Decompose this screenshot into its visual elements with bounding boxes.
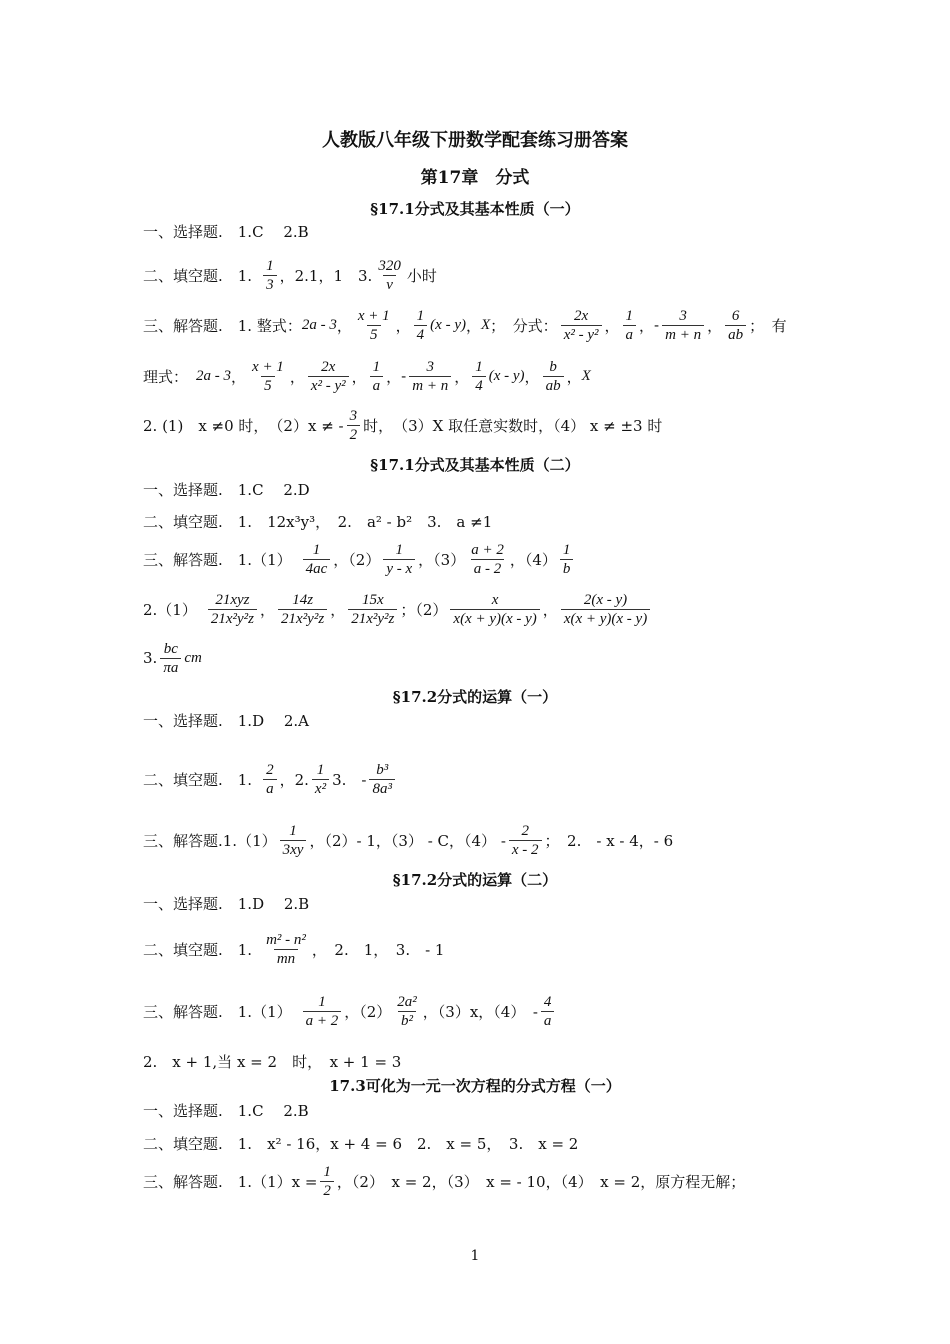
section-heading: §17.2分式的运算（二） [392, 871, 558, 889]
denominator: ab [543, 376, 564, 395]
fraction [468, 541, 507, 578]
fraction [472, 358, 486, 395]
answer-line: 二、填空题. 1. 12x³y³， 2. a² - b² 3. a ≠1 [143, 512, 493, 531]
denominator: x(x + y)(x - y) [450, 609, 539, 628]
section-heading: §17.1分式及其基本性质（二） [370, 456, 580, 474]
fraction [320, 1163, 334, 1200]
expression: 2a - 3 [196, 367, 232, 384]
answer-line [143, 640, 202, 676]
denominator: 4ac [303, 559, 331, 578]
denominator: 8a³ [369, 779, 395, 798]
numerator: 1 [318, 993, 326, 1010]
fraction [394, 993, 420, 1030]
text: ；（2） [400, 600, 448, 619]
denominator: 21x²y²z [278, 609, 327, 628]
answer-line [143, 761, 398, 797]
answer-line: 一、选择题. 1.C 2.B [143, 1101, 309, 1120]
numerator: 3 [679, 307, 687, 324]
numerator: 1 [323, 1163, 331, 1180]
denominator: m + n [662, 325, 704, 344]
answer-line [143, 541, 576, 577]
fraction [208, 591, 257, 628]
denominator: x² - y² [308, 376, 349, 395]
fraction [509, 822, 542, 859]
fraction [541, 993, 555, 1030]
fraction [561, 591, 650, 628]
label: 三、解答题. 1.（1） [143, 550, 292, 569]
denominator: a [263, 779, 277, 798]
numerator: x + 1 [252, 358, 284, 375]
expression: 2a - 3 [301, 316, 337, 333]
numerator: 2(x - y) [583, 591, 628, 608]
numerator: 3 [349, 407, 358, 424]
text: ，（2） x = 2，（3） x = - 10，（4） x = 2，原方程无解； [336, 1172, 746, 1191]
label: ； 分式： [490, 316, 558, 335]
text: - [401, 367, 407, 385]
numerator: 1 [372, 358, 381, 375]
numerator: 1 [475, 358, 483, 375]
numerator: 1 [266, 257, 274, 274]
fraction [450, 591, 539, 628]
answer-line: 一、选择题. 1.D 2.A [143, 711, 310, 730]
denominator: 2 [320, 1181, 334, 1200]
text: - [654, 316, 660, 334]
denominator: b [560, 559, 574, 578]
numerator: 2a² [397, 993, 417, 1010]
fraction [355, 307, 393, 344]
text: ，（3） [418, 550, 466, 569]
denominator: y - x [383, 559, 415, 578]
fraction [160, 640, 181, 677]
text: ，（2） [344, 1002, 392, 1021]
expression: (x - y) [430, 316, 466, 333]
fraction [249, 358, 287, 395]
fraction [263, 761, 277, 798]
label: 2.（1） [143, 600, 197, 619]
label: 二、填空题. 1. [143, 266, 253, 285]
denominator: 5 [261, 376, 275, 395]
denominator: πa [160, 658, 181, 677]
text: ，（2）- 1，（3） - C，（4） - [309, 831, 506, 850]
text: ，（3）x，（4） - [422, 1002, 538, 1021]
text: ，2. [279, 770, 309, 789]
section-heading: 17.3可化为一元一次方程的分式方程（一） [329, 1077, 621, 1095]
text: 3. - [332, 770, 367, 789]
fraction [560, 541, 574, 578]
denominator: 3xy [280, 840, 307, 859]
expression: (x - y) [488, 367, 525, 384]
document-title: 人教版八年级下册数学配套练习册答案 [322, 130, 628, 151]
numerator: 2 [521, 822, 529, 839]
denominator: 2 [347, 425, 361, 444]
denominator: x(x + y)(x - y) [561, 609, 650, 628]
numerator: 14z [292, 591, 314, 608]
fraction [414, 307, 428, 344]
numerator: 1 [562, 541, 571, 558]
denominator: 4 [414, 325, 428, 344]
fraction [561, 307, 602, 344]
label: 3. [143, 649, 158, 667]
answer-line [143, 993, 557, 1029]
fraction [347, 407, 361, 444]
answer-line: 理式： 2a - 3 ， $\frac{x + 1}{5}$ ， $\frac{2x}{\text{x² - y²}}$ ， $\frac{1}{a}$ ， - $\frac{3}{m + n}$ ， $\frac{1}{4}$ (x - y) ， $\frac{b}{ab}$ ， X [143, 358, 591, 394]
numerator: x + 1 [357, 307, 390, 324]
denominator: a + 2 [303, 1011, 342, 1030]
denominator: x² - y² [561, 325, 602, 344]
denominator: a [370, 376, 384, 395]
label: 三、解答题. 1.（1）x = [143, 1172, 318, 1191]
page-number: 1 [470, 1248, 480, 1264]
numerator: 2 [266, 761, 274, 778]
unit: cm [184, 649, 202, 666]
section-heading: §17.2分式的运算（一） [392, 688, 558, 706]
denominator: 3 [263, 275, 277, 294]
answer-line [143, 1163, 746, 1199]
denominator: ab [725, 325, 746, 344]
text: ，2.1，1 3. [279, 266, 373, 285]
answer-line: 一、选择题. 1.C 2.D [143, 480, 310, 499]
text: 时， （3）X 取任意实数时，（4） x ≠ ±3 时 [363, 416, 663, 435]
answer-line: 一、选择题. 1.D 2.B [143, 894, 310, 913]
text: 小时 [406, 266, 437, 285]
answer-line: 一、选择题. 1.C 2.B [143, 222, 309, 241]
numerator: m² - n² [266, 931, 306, 948]
answer-line [143, 931, 445, 967]
expression: X [481, 316, 491, 333]
numerator: bc [163, 640, 178, 657]
fraction [383, 541, 415, 578]
text: ， 2. 1， 3. - 1 [311, 940, 445, 959]
fraction [662, 307, 704, 344]
numerator: b³ [376, 761, 389, 778]
numerator: 320 [378, 257, 401, 274]
fraction [263, 931, 309, 968]
fraction [280, 822, 307, 859]
label: 三、解答题. 1.（1） [143, 1002, 292, 1021]
fraction [370, 358, 384, 395]
numerator: 3 [426, 358, 434, 375]
fraction [409, 358, 451, 395]
text: ，（4） [509, 550, 557, 569]
denominator: 5 [367, 325, 381, 344]
fraction [348, 591, 397, 628]
denominator: 21x²y²z [348, 609, 397, 628]
label: 三、解答题. 1. 整式： [143, 316, 302, 335]
answer-line: 2.（1） $\frac{\text{21xyz}}{\text{21x²y²z}}$ ， $\frac{14z}{\text{21x²y²z}}$ ， $\frac{15x}{\text{21x²y²z}}$ ；（2） $\frac{x}{x(x + y)(x - y)}$ ， $\frac{2(x - y)}{x(x + y)(x - y)}$ [143, 596, 653, 622]
answer-line [143, 822, 674, 858]
label: 二、填空题. 1. [143, 770, 253, 789]
numerator: x [491, 591, 499, 608]
denominator: x² [312, 779, 329, 798]
fraction [312, 761, 329, 798]
denominator: a - 2 [471, 559, 505, 578]
numerator: 6 [731, 307, 740, 324]
answer-line: 二、填空题. 1. x² - 16，x + 4 = 6 2. x = 5， 3. x = 2 [143, 1134, 579, 1153]
numerator: 15x [361, 591, 384, 608]
numerator: 2x [574, 307, 589, 324]
numerator: 4 [543, 993, 552, 1010]
fraction [725, 307, 746, 344]
fraction [369, 761, 395, 798]
denominator: mn [274, 949, 298, 968]
answer-line: 2. x + 1,当 x = 2 时， x + 1 = 3 [143, 1052, 402, 1071]
fraction [278, 591, 327, 628]
fraction [303, 993, 342, 1030]
denominator: a [623, 325, 637, 344]
numerator: a + 2 [471, 541, 504, 558]
text: ； 有 [749, 316, 787, 335]
text: 2. (1) x ≠0 时， （2）x ≠ - [143, 416, 344, 435]
numerator: 1 [416, 307, 425, 324]
text: ； 2. - x - 4，- 6 [544, 831, 674, 850]
numerator: 1 [395, 541, 403, 558]
section-heading: §17.1分式及其基本性质（一） [370, 200, 580, 218]
numerator: 2x [321, 358, 336, 375]
fraction [303, 541, 331, 578]
answer-line [143, 257, 437, 293]
answer-line [143, 407, 663, 443]
label: 理式： [143, 367, 189, 386]
fraction: $\frac{b}{ab}$ [543, 358, 564, 395]
denominator: b² [398, 1011, 416, 1030]
numerator: 1 [289, 822, 297, 839]
denominator: x - 2 [509, 840, 542, 859]
text: ，（2） [333, 550, 381, 569]
numerator: 1 [312, 541, 321, 558]
numerator: 1 [625, 307, 634, 324]
fraction [623, 307, 637, 344]
fraction [263, 257, 277, 294]
label: 二、填空题. 1. [143, 940, 253, 959]
denominator: 4 [472, 376, 486, 395]
denominator: m + n [409, 376, 451, 395]
denominator: a [541, 1011, 555, 1030]
label: 三、解答题.1.（1） [143, 831, 277, 850]
fraction [308, 358, 349, 395]
denominator: v [383, 275, 396, 294]
numerator: 1 [316, 761, 325, 778]
denominator: 21x²y²z [208, 609, 257, 628]
chapter-title: 第17章 分式 [420, 168, 530, 188]
numerator: 21xyz [215, 591, 250, 608]
fraction [375, 257, 404, 294]
expression: X [581, 367, 591, 384]
answer-line: 三、解答题. 1. 整式： 2a - 3 ， $\frac{x + 1}{5}$ ， $\frac{1}{4}$ (x - y) ， X ； 分式： $\frac{2x}{\text{x² - y²}}$ ， $\frac{1}{a}$ ， - $\frac{3}{m + n}$ ， $\frac{6}{ab}$ ； 有 [143, 307, 787, 343]
